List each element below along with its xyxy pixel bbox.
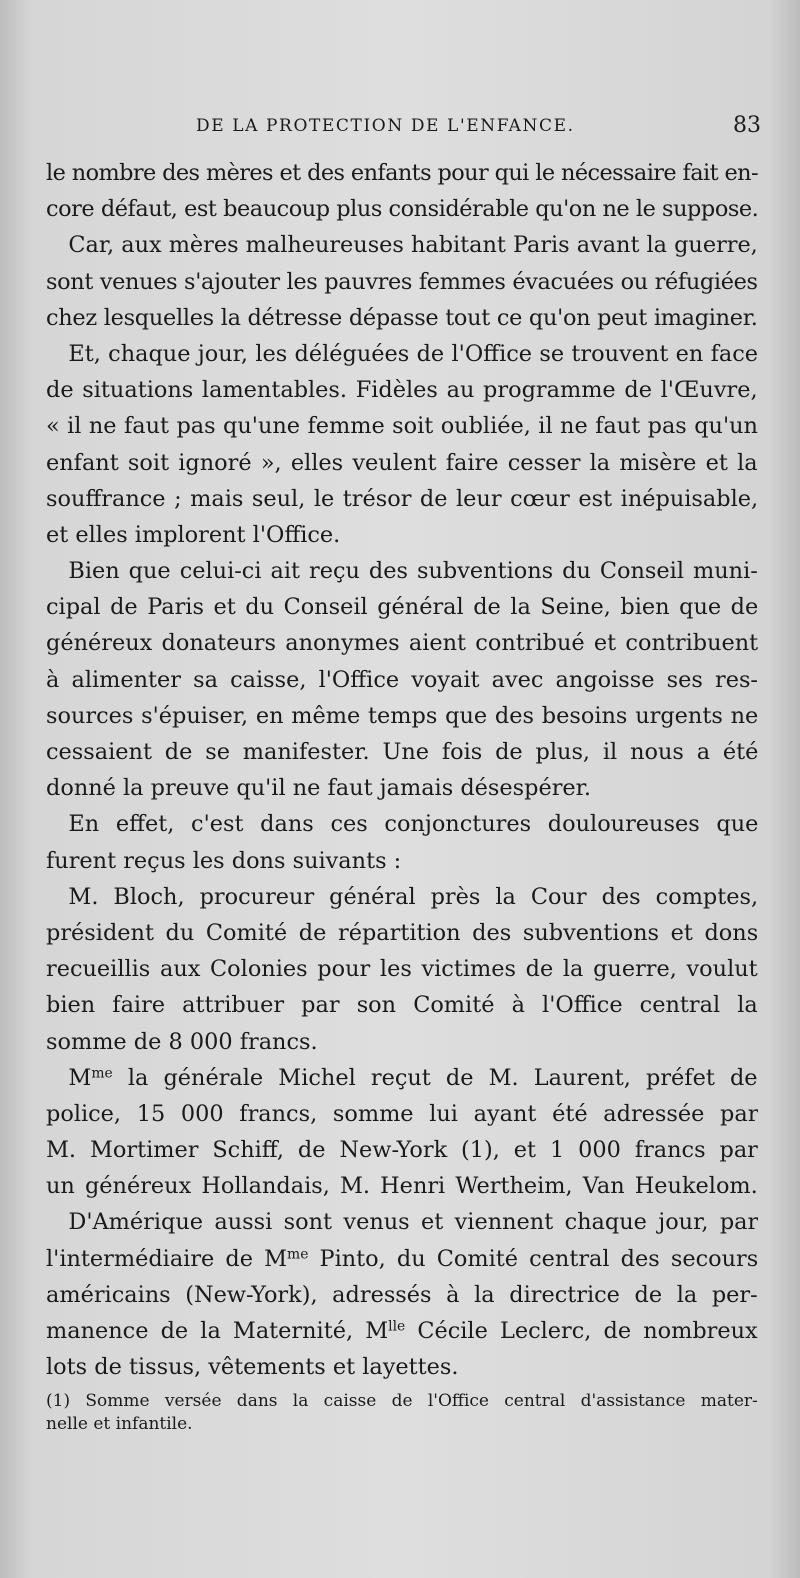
text-line: bien faire attribuer par son Comité à l'Office central la xyxy=(46,992,758,1019)
text-line: donné la preuve qu'il ne faut jamais désespérer. xyxy=(46,775,592,802)
footnote xyxy=(46,1390,758,1436)
text-line: généreux donateurs anonymes aient contribué et contribuent xyxy=(46,630,758,657)
text-line: sont venues s'ajouter les pauvres femmes évacuées ou réfugiées xyxy=(46,268,758,295)
text-line: sources s'épuiser, en même temps que des besoins urgents ne xyxy=(46,702,758,729)
text-line: de situations lamentables. Fidèles au programme de l'Œuvre, xyxy=(46,377,758,404)
text-line: l'intermédiaire de $M^{me}$ Pinto, du Comité central des secours xyxy=(46,1245,758,1272)
text-line: américains (New-York), adressés à la directrice de la per- xyxy=(46,1281,758,1308)
text-line: somme de 8 000 francs. xyxy=(46,1028,318,1055)
text-line: core défaut, est beaucoup plus considérable qu'on ne le suppose. xyxy=(46,196,758,223)
text-line: à alimenter sa caisse, l'Office voyait avec angoisse ses res- xyxy=(46,666,758,693)
text-line: manence de la Maternité, $M^{lle}$ Cécile Leclerc, de nombreux xyxy=(46,1318,758,1344)
text-line: M. Mortimer Schiff, de New-York (1), et 1 000 francs par xyxy=(46,1137,758,1164)
text-line: D'Amérique aussi sont venus et viennent chaque jour, par xyxy=(46,1209,758,1236)
text-line: police, 15 000 francs, somme lui ayant été adressée par xyxy=(46,1100,758,1127)
text-line: lots de tissus, vêtements et layettes. xyxy=(46,1354,459,1381)
text-line: Car, aux mères malheureuses habitant Paris avant la guerre, xyxy=(46,232,758,259)
footnote-line: nelle et infantile. xyxy=(46,1414,193,1434)
text-line: président du Comité de répartition des subventions et dons xyxy=(46,919,758,946)
text-line: cipal de Paris et du Conseil général de la Seine, bien que de xyxy=(46,594,758,621)
running-head-title: DE LA PROTECTION DE L'ENFANCE. xyxy=(196,116,575,136)
text-line: et elles implorent l'Office. xyxy=(46,521,341,548)
text-line: furent reçus les dons suivants : xyxy=(46,847,402,874)
text-line: un généreux Hollandais, M. Henri Wertheim, Van Heukelom. xyxy=(46,1173,758,1200)
text-line: En effet, c'est dans ces conjonctures douloureuses que xyxy=(46,811,758,838)
text-line: cessaient de se manifester. Une fois de plus, il nous a été xyxy=(46,739,758,765)
text-line: M. Bloch, procureur général près la Cour des comptes, xyxy=(46,883,758,910)
text-line: Bien que celui-ci ait reçu des subventions du Conseil muni- xyxy=(46,558,758,585)
page-number: 83 xyxy=(733,113,761,138)
text-line: souffrance ; mais seul, le trésor de leur cœur est inépuisable, xyxy=(46,485,758,512)
text-line: le nombre des mères et des enfants pour qui le nécessaire fait en- xyxy=(46,160,758,186)
body-text xyxy=(46,155,758,1385)
text-line: enfant soit ignoré », elles veulent faire cesser la misère et la xyxy=(46,449,758,476)
text-line: recueillis aux Colonies pour les victimes de la guerre, voulut xyxy=(46,956,758,983)
text-line: Et, chaque jour, les déléguées de l'Office se trouvent en face xyxy=(46,340,758,367)
text-line: $M^{me}$ la générale Michel reçut de M. Laurent, préfet de xyxy=(46,1064,758,1091)
running-head xyxy=(0,113,800,146)
text-line: « il ne faut pas qu'une femme soit oubliée, il ne faut pas qu'un xyxy=(46,413,758,440)
footnote-line: (1) Somme versée dans la caisse de l'Office central d'assistance mater- xyxy=(46,1391,758,1411)
text-line: chez lesquelles la détresse dépasse tout ce qu'on peut imaginer. xyxy=(46,304,758,331)
